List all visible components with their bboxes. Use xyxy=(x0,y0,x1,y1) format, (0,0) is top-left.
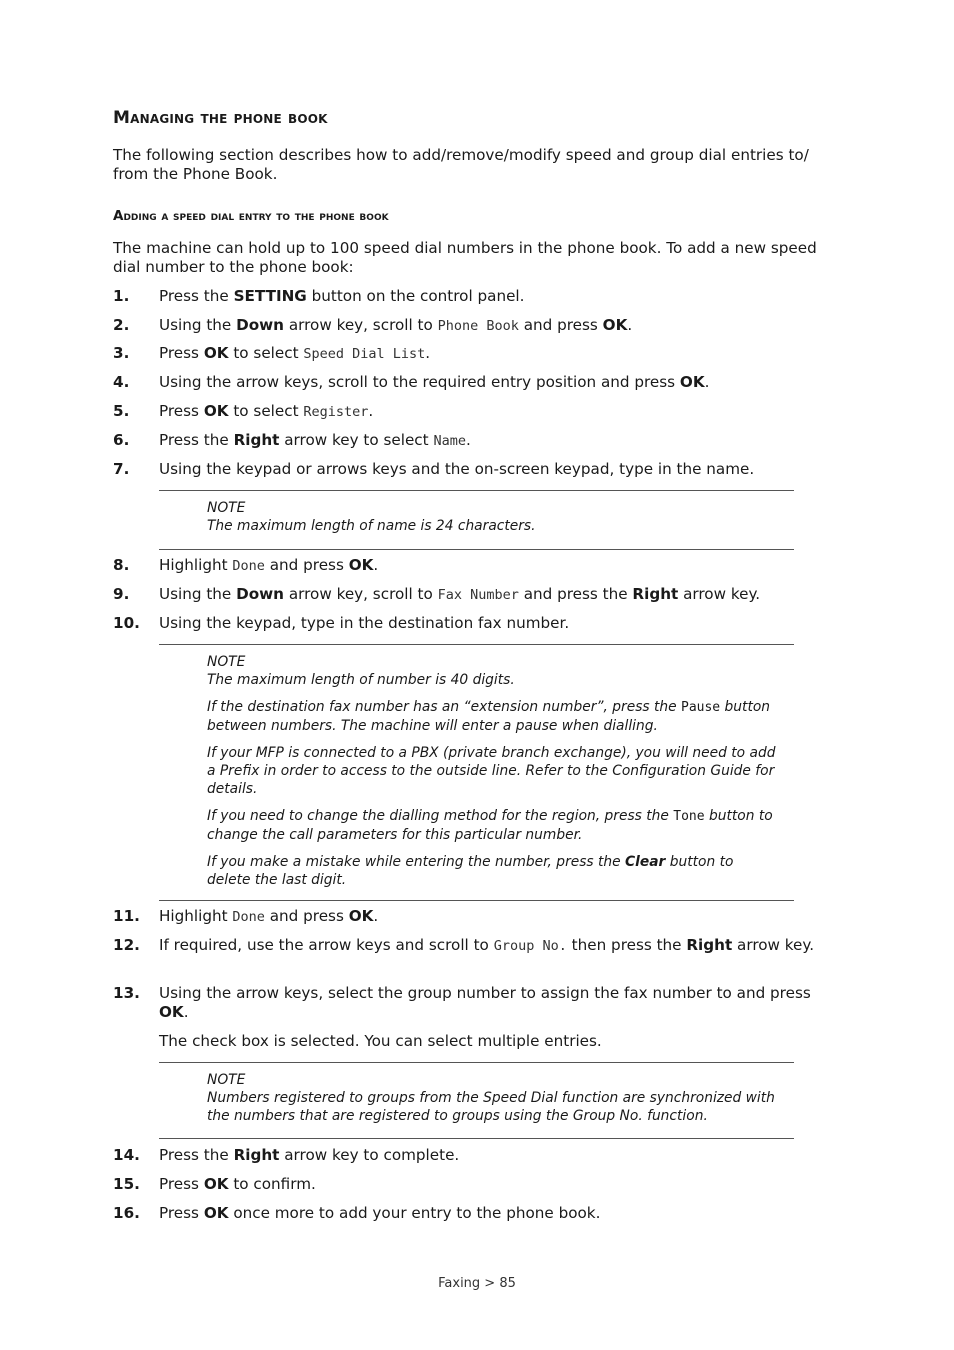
note-label: NOTE xyxy=(207,1072,246,1088)
note-label: NOTE xyxy=(207,654,246,670)
capacity-paragraph: The machine can hold up to 100 speed dial numbers in the phone book. To add a new speed dial number to the phone book: xyxy=(113,239,817,276)
note-text: If you need to change the dialling method for the region, press the Tone button to change the call parameters for this particular number. xyxy=(207,808,773,843)
page-footer: Faxing > 85 xyxy=(438,1276,516,1291)
note-text: The maximum length of name is 24 characters. xyxy=(207,518,536,534)
note-text: If you make a mistake while entering the number, press the Clear button to delete the last digit. xyxy=(207,854,734,888)
note-text: If your MFP is connected to a PBX (private branch exchange), you will need to add a Prefix in order to access to the outside line. Refer to the Configuration Guide for details. xyxy=(207,745,776,797)
note-box xyxy=(159,1062,794,1139)
note-box xyxy=(159,644,794,901)
note-text: If the destination fax number has an “extension number”, press the Pause button between numbers. The machine will enter a pause when dialling. xyxy=(207,699,771,734)
note-label: NOTE xyxy=(207,500,246,516)
section-heading: Managing the phone book xyxy=(113,108,328,128)
note-text: Numbers registered to groups from the Speed Dial function are synchronized with the numbers that are registered to groups using the Group No. function. xyxy=(207,1090,775,1124)
intro-paragraph: The following section describes how to add/remove/modify speed and group dial entries to/ from the Phone Book. xyxy=(113,146,809,183)
note-text: The maximum length of number is 40 digits. xyxy=(207,672,515,688)
note-box xyxy=(159,490,794,550)
subsection-heading: Adding a speed dial entry to the phone book xyxy=(113,208,389,224)
step-13-result: The check box is selected. You can select multiple entries. xyxy=(159,1032,602,1050)
